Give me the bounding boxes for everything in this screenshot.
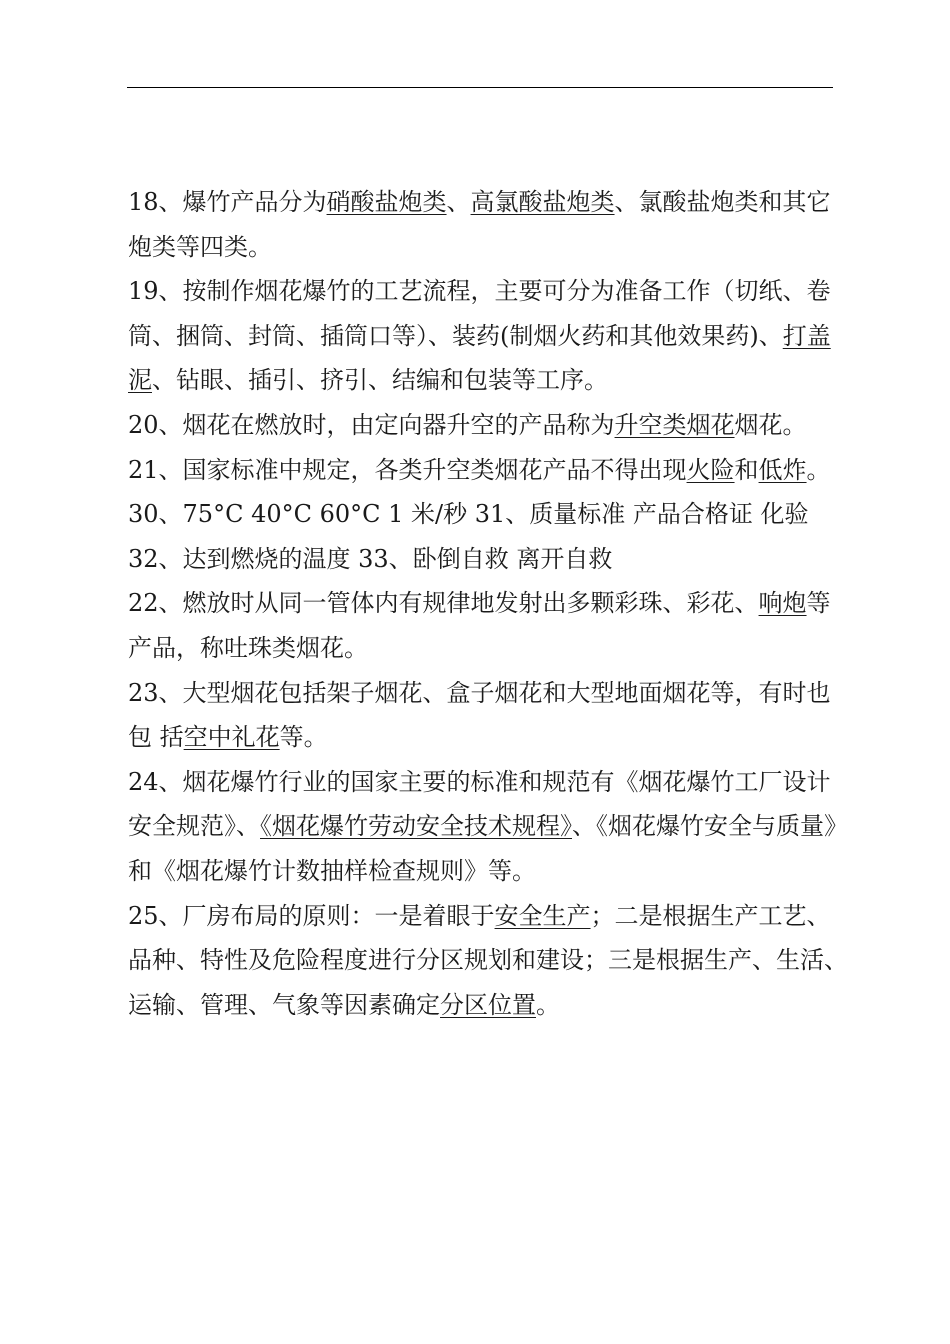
underlined-answer: 低炸 — [758, 455, 807, 484]
text-segment: 23、大型烟花包括架子烟花、盒子烟花和大型地面烟花等，有时也包 括 — [128, 678, 831, 752]
paragraph-q22 — [128, 581, 848, 670]
underlined-answer: 升空类烟花 — [614, 410, 735, 439]
underlined-answer: 高氯酸盐炮类 — [470, 188, 615, 216]
text-segment: 。 — [536, 990, 560, 1019]
paragraph-q18 — [128, 180, 848, 269]
text-segment: 、《烟花爆竹安全与质量》和《烟花爆竹计数抽样检查规则》等。 — [128, 812, 848, 885]
text-segment: 20、烟花在燃放时，由定向器升空的产品称为 — [128, 410, 615, 439]
text-segment: 、氯酸盐炮类和其它炮类等四类。 — [128, 188, 831, 261]
document-body — [128, 180, 848, 1027]
text-segment: 22、燃放时从同一管体内有规律地发射出多颗彩珠、彩花、 — [128, 589, 759, 618]
underlined-answer: 《烟花爆竹劳动安全技术规程》 — [260, 812, 572, 841]
paragraph-q30 — [128, 492, 848, 537]
text-segment: 21、国家标准中规定，各类升空类烟花产品不得出现 — [128, 455, 687, 484]
underlined-answer: 打盖泥 — [128, 321, 831, 395]
paragraph-q21 — [128, 448, 848, 493]
underlined-answer: 硝酸盐炮类 — [326, 188, 447, 216]
underlined-answer: 响炮 — [758, 589, 807, 618]
paragraph-q23 — [128, 671, 848, 760]
text-segment: 等。 — [279, 723, 328, 752]
text-segment: 30、75°C 40°C 60°C 1 米/秒 31、质量标准 产品合格证 化验 — [128, 500, 809, 529]
text-segment: 25、厂房布局的原则：一是着眼于 — [128, 901, 495, 930]
text-segment: 、 — [446, 188, 471, 216]
text-segment: 24、烟花爆竹行业的国家主要的标准和规范有《烟花爆竹工厂设计安全规范》、 — [128, 767, 831, 841]
text-segment: 、钻眼、插引、挤引、结编和包装等工序。 — [152, 366, 608, 395]
text-segment: 。 — [806, 455, 831, 484]
text-segment: 等产品，称吐珠类烟花。 — [128, 589, 831, 662]
underlined-answer: 安全生产 — [494, 901, 591, 930]
text-segment: 和 — [734, 455, 759, 484]
header-rule — [127, 87, 833, 88]
paragraph-q20 — [128, 403, 848, 448]
text-segment: ；二是根据生产工艺、品种、特性及危险程度进行分区规划和建设；三是根据生产、生活、运输、管理、气象等因素确定 — [128, 901, 848, 1019]
underlined-answer: 分区位置 — [440, 990, 536, 1019]
text-segment: 烟花。 — [734, 410, 807, 439]
text-segment: 32、达到燃烧的温度 33、卧倒自救 离开自救 — [128, 544, 613, 573]
underlined-answer: 空中礼花 — [183, 723, 280, 752]
text-segment: 18、爆竹产品分为 — [128, 188, 327, 216]
paragraph-q24 — [128, 760, 848, 894]
paragraph-q32 — [128, 537, 848, 582]
paragraph-q19 — [128, 269, 848, 403]
text-segment: 19、按制作烟花爆竹的工艺流程，主要可分为准备工作（切纸、卷筒、捆筒、封筒、插筒口等）、装药(制烟火药和其他效果药)、 — [128, 277, 831, 350]
paragraph-q25 — [128, 894, 848, 1028]
underlined-answer: 火险 — [686, 455, 735, 484]
